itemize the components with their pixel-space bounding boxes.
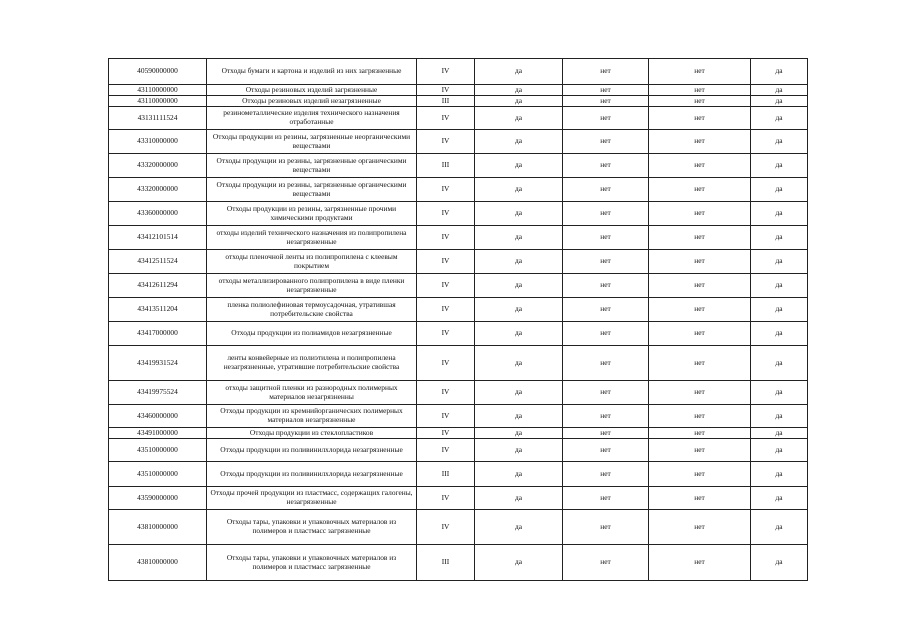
waste-code-cell: 43310000000 bbox=[109, 130, 207, 154]
table-row bbox=[109, 154, 808, 178]
table-row bbox=[109, 381, 808, 405]
waste-code-cell: 43417000000 bbox=[109, 322, 207, 346]
column-6-cell: нет bbox=[649, 298, 751, 322]
column-7-cell: да bbox=[751, 439, 808, 462]
column-7-cell: да bbox=[751, 462, 808, 487]
column-7-cell: да bbox=[751, 545, 808, 581]
waste-name-cell: Отходы прочей продукции из пластмасс, содержащих галогены, незагрязненные bbox=[207, 487, 417, 510]
table-row bbox=[109, 298, 808, 322]
column-4-cell: да bbox=[475, 59, 563, 85]
table-row bbox=[109, 405, 808, 428]
table-row bbox=[109, 107, 808, 130]
column-5-cell: нет bbox=[563, 226, 649, 250]
waste-name-cell: Отходы продукции из резины, загрязненные неорганическими веществами bbox=[207, 130, 417, 154]
waste-name-cell: Отходы бумаги и картона и изделий из них загрязненные bbox=[207, 59, 417, 85]
column-4-cell: да bbox=[475, 226, 563, 250]
hazard-class-cell: IV bbox=[417, 510, 475, 545]
column-4-cell: да bbox=[475, 346, 563, 381]
hazard-class-cell: IV bbox=[417, 428, 475, 439]
column-4-cell: да bbox=[475, 322, 563, 346]
hazard-class-cell: III bbox=[417, 154, 475, 178]
column-7-cell: да bbox=[751, 274, 808, 298]
column-4-cell: да bbox=[475, 462, 563, 487]
hazard-class-cell: IV bbox=[417, 439, 475, 462]
waste-code-cell: 43110000000 bbox=[109, 96, 207, 107]
waste-code-cell: 43110000000 bbox=[109, 85, 207, 96]
waste-name-cell: Отходы резиновых изделий загрязненные bbox=[207, 85, 417, 96]
column-7-cell: да bbox=[751, 226, 808, 250]
column-5-cell: нет bbox=[563, 439, 649, 462]
column-6-cell: нет bbox=[649, 96, 751, 107]
table-row bbox=[109, 59, 808, 85]
waste-name-cell: Отходы продукции из резины, загрязненные прочими химическими продуктами bbox=[207, 202, 417, 226]
column-6-cell: нет bbox=[649, 439, 751, 462]
column-4-cell: да bbox=[475, 154, 563, 178]
column-7-cell: да bbox=[751, 346, 808, 381]
column-5-cell: нет bbox=[563, 298, 649, 322]
table-row bbox=[109, 178, 808, 202]
hazard-class-cell: IV bbox=[417, 107, 475, 130]
table-row bbox=[109, 545, 808, 581]
column-5-cell: нет bbox=[563, 154, 649, 178]
column-7-cell: да bbox=[751, 250, 808, 274]
column-7-cell: да bbox=[751, 202, 808, 226]
table-row bbox=[109, 250, 808, 274]
waste-name-cell: Отходы продукции из кремнийорганических полимерных материалов незагрязненные bbox=[207, 405, 417, 428]
waste-name-cell: Отходы продукции из стеклопластиков bbox=[207, 428, 417, 439]
column-4-cell: да bbox=[475, 107, 563, 130]
table-row bbox=[109, 428, 808, 439]
column-5-cell: нет bbox=[563, 346, 649, 381]
column-7-cell: да bbox=[751, 322, 808, 346]
column-4-cell: да bbox=[475, 202, 563, 226]
column-5-cell: нет bbox=[563, 202, 649, 226]
column-4-cell: да bbox=[475, 274, 563, 298]
table-row bbox=[109, 96, 808, 107]
hazard-class-cell: IV bbox=[417, 405, 475, 428]
table-row bbox=[109, 510, 808, 545]
waste-name-cell: резинометаллические изделия технического назначения отработанные bbox=[207, 107, 417, 130]
waste-code-cell: 43320000000 bbox=[109, 154, 207, 178]
column-4-cell: да bbox=[475, 405, 563, 428]
column-6-cell: нет bbox=[649, 130, 751, 154]
waste-table-body bbox=[109, 59, 808, 581]
waste-code-cell: 43491000000 bbox=[109, 428, 207, 439]
table-row bbox=[109, 202, 808, 226]
column-6-cell: нет bbox=[649, 85, 751, 96]
waste-name-cell: отходы пленочной ленты из полипропилена с клеевым покрытием bbox=[207, 250, 417, 274]
column-7-cell: да bbox=[751, 85, 808, 96]
waste-table bbox=[108, 58, 808, 581]
column-5-cell: нет bbox=[563, 59, 649, 85]
column-7-cell: да bbox=[751, 405, 808, 428]
waste-name-cell: ленты конвейерные из полиэтилена и полипропилена незагрязненные, утратившие потребительские свойства bbox=[207, 346, 417, 381]
column-6-cell: нет bbox=[649, 202, 751, 226]
hazard-class-cell: IV bbox=[417, 298, 475, 322]
table-row bbox=[109, 346, 808, 381]
column-5-cell: нет bbox=[563, 487, 649, 510]
column-5-cell: нет bbox=[563, 130, 649, 154]
column-7-cell: да bbox=[751, 487, 808, 510]
waste-code-cell: 43131111524 bbox=[109, 107, 207, 130]
hazard-class-cell: III bbox=[417, 462, 475, 487]
column-7-cell: да bbox=[751, 381, 808, 405]
column-7-cell: да bbox=[751, 59, 808, 85]
column-5-cell: нет bbox=[563, 85, 649, 96]
waste-code-cell: 43460000000 bbox=[109, 405, 207, 428]
column-4-cell: да bbox=[475, 178, 563, 202]
waste-name-cell: Отходы продукции из поливинилхлорида незагрязненные bbox=[207, 439, 417, 462]
column-7-cell: да bbox=[751, 130, 808, 154]
column-5-cell: нет bbox=[563, 428, 649, 439]
waste-name-cell: Отходы резиновых изделий незагрязненные bbox=[207, 96, 417, 107]
waste-name-cell: отходы защитной пленки из разнородных полимерных материалов незагрязненны bbox=[207, 381, 417, 405]
column-7-cell: да bbox=[751, 178, 808, 202]
table-row bbox=[109, 322, 808, 346]
waste-code-cell: 43412611294 bbox=[109, 274, 207, 298]
hazard-class-cell: IV bbox=[417, 381, 475, 405]
column-6-cell: нет bbox=[649, 250, 751, 274]
hazard-class-cell: III bbox=[417, 545, 475, 581]
hazard-class-cell: IV bbox=[417, 178, 475, 202]
table-row bbox=[109, 130, 808, 154]
column-4-cell: да bbox=[475, 439, 563, 462]
waste-code-cell: 43510000000 bbox=[109, 439, 207, 462]
column-4-cell: да bbox=[475, 545, 563, 581]
hazard-class-cell: IV bbox=[417, 250, 475, 274]
column-5-cell: нет bbox=[563, 322, 649, 346]
waste-code-cell: 43360000000 bbox=[109, 202, 207, 226]
column-6-cell: нет bbox=[649, 226, 751, 250]
column-5-cell: нет bbox=[563, 381, 649, 405]
column-5-cell: нет bbox=[563, 545, 649, 581]
waste-code-cell: 43419931524 bbox=[109, 346, 207, 381]
column-6-cell: нет bbox=[649, 405, 751, 428]
waste-name-cell: Отходы продукции из поливинилхлорида незагрязненные bbox=[207, 462, 417, 487]
table-row bbox=[109, 85, 808, 96]
column-6-cell: нет bbox=[649, 274, 751, 298]
table-row bbox=[109, 274, 808, 298]
waste-code-cell: 43413511204 bbox=[109, 298, 207, 322]
column-7-cell: да bbox=[751, 107, 808, 130]
column-5-cell: нет bbox=[563, 510, 649, 545]
column-6-cell: нет bbox=[649, 487, 751, 510]
column-6-cell: нет bbox=[649, 545, 751, 581]
column-6-cell: нет bbox=[649, 428, 751, 439]
hazard-class-cell: IV bbox=[417, 274, 475, 298]
column-4-cell: да bbox=[475, 428, 563, 439]
column-4-cell: да bbox=[475, 487, 563, 510]
waste-name-cell: отходы изделий технического назначения из полипропилена незагрязненные bbox=[207, 226, 417, 250]
column-5-cell: нет bbox=[563, 96, 649, 107]
hazard-class-cell: IV bbox=[417, 346, 475, 381]
column-4-cell: да bbox=[475, 96, 563, 107]
table-row bbox=[109, 226, 808, 250]
column-6-cell: нет bbox=[649, 154, 751, 178]
waste-name-cell: Отходы продукции из резины, загрязненные органическими веществами bbox=[207, 154, 417, 178]
waste-name-cell: пленка полиолефиновая термоусадочная, утратившая потребительские свойства bbox=[207, 298, 417, 322]
column-4-cell: да bbox=[475, 298, 563, 322]
column-4-cell: да bbox=[475, 130, 563, 154]
waste-code-cell: 43419975524 bbox=[109, 381, 207, 405]
column-4-cell: да bbox=[475, 510, 563, 545]
hazard-class-cell: IV bbox=[417, 202, 475, 226]
column-5-cell: нет bbox=[563, 250, 649, 274]
column-5-cell: нет bbox=[563, 178, 649, 202]
column-5-cell: нет bbox=[563, 462, 649, 487]
column-4-cell: да bbox=[475, 381, 563, 405]
waste-code-cell: 43590000000 bbox=[109, 487, 207, 510]
hazard-class-cell: IV bbox=[417, 59, 475, 85]
table-row bbox=[109, 487, 808, 510]
waste-code-cell: 40590000000 bbox=[109, 59, 207, 85]
column-7-cell: да bbox=[751, 298, 808, 322]
column-5-cell: нет bbox=[563, 107, 649, 130]
table-row bbox=[109, 462, 808, 487]
waste-name-cell: отходы металлизированного полипропилена в виде пленки незагрязненные bbox=[207, 274, 417, 298]
waste-name-cell: Отходы тары, упаковки и упаковочных материалов из полимеров и пластмасс загрязненные bbox=[207, 545, 417, 581]
column-7-cell: да bbox=[751, 96, 808, 107]
waste-name-cell: Отходы продукции из полиамидов незагрязненные bbox=[207, 322, 417, 346]
waste-code-cell: 43412511524 bbox=[109, 250, 207, 274]
column-7-cell: да bbox=[751, 510, 808, 545]
column-7-cell: да bbox=[751, 154, 808, 178]
hazard-class-cell: III bbox=[417, 96, 475, 107]
waste-code-cell: 43810000000 bbox=[109, 545, 207, 581]
column-6-cell: нет bbox=[649, 107, 751, 130]
column-7-cell: да bbox=[751, 428, 808, 439]
hazard-class-cell: IV bbox=[417, 322, 475, 346]
hazard-class-cell: IV bbox=[417, 130, 475, 154]
waste-code-cell: 43510000000 bbox=[109, 462, 207, 487]
column-6-cell: нет bbox=[649, 59, 751, 85]
column-4-cell: да bbox=[475, 85, 563, 96]
waste-code-cell: 43412101514 bbox=[109, 226, 207, 250]
hazard-class-cell: IV bbox=[417, 487, 475, 510]
hazard-class-cell: IV bbox=[417, 226, 475, 250]
table-row bbox=[109, 439, 808, 462]
waste-code-cell: 43810000000 bbox=[109, 510, 207, 545]
column-6-cell: нет bbox=[649, 178, 751, 202]
column-5-cell: нет bbox=[563, 274, 649, 298]
column-5-cell: нет bbox=[563, 405, 649, 428]
column-6-cell: нет bbox=[649, 510, 751, 545]
hazard-class-cell: IV bbox=[417, 85, 475, 96]
column-6-cell: нет bbox=[649, 381, 751, 405]
column-4-cell: да bbox=[475, 250, 563, 274]
column-6-cell: нет bbox=[649, 322, 751, 346]
waste-name-cell: Отходы продукции из резины, загрязненные органическими веществами bbox=[207, 178, 417, 202]
waste-name-cell: Отходы тары, упаковки и упаковочных материалов из полимеров и пластмасс загрязненные bbox=[207, 510, 417, 545]
column-6-cell: нет bbox=[649, 462, 751, 487]
column-6-cell: нет bbox=[649, 346, 751, 381]
waste-code-cell: 43320000000 bbox=[109, 178, 207, 202]
